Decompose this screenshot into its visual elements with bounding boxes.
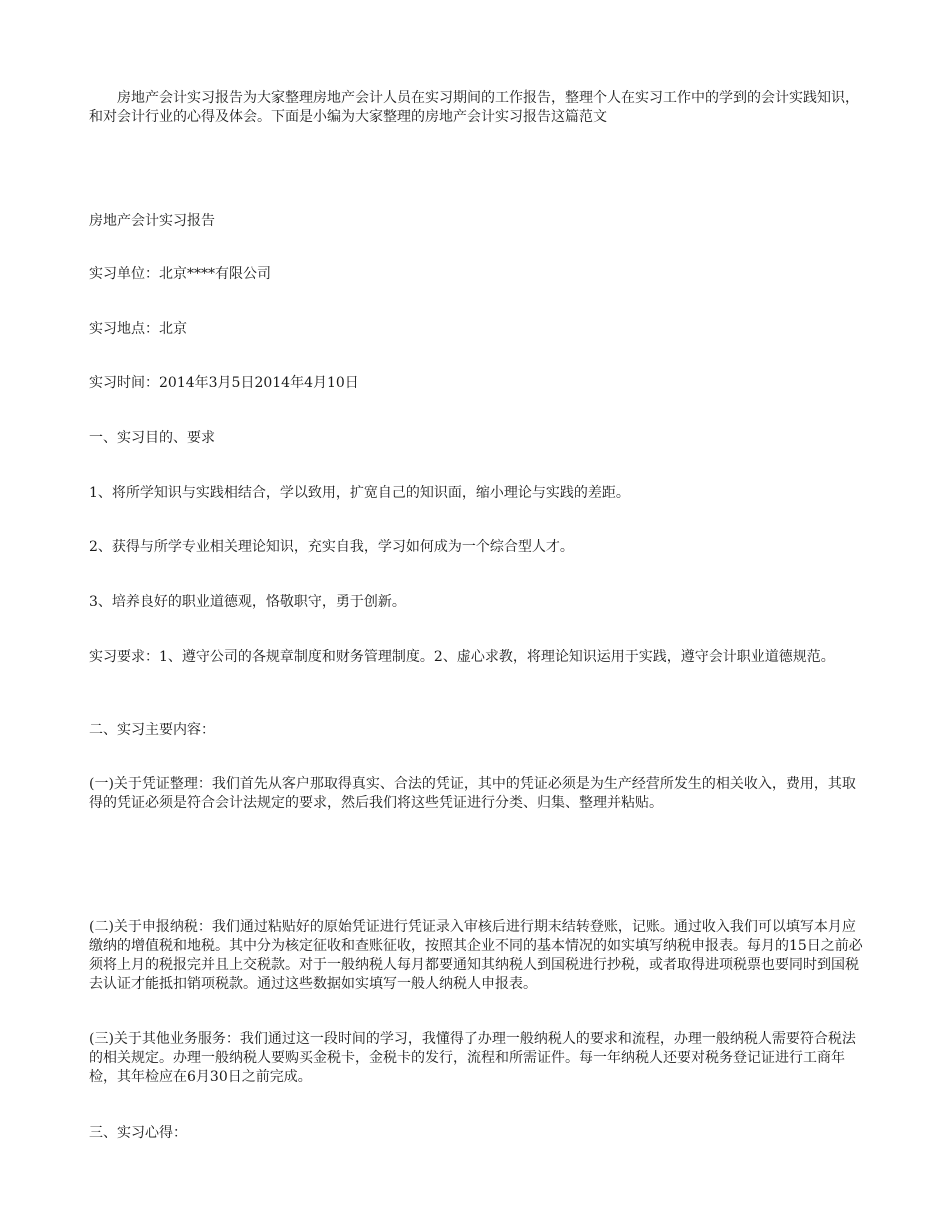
content-item-3: (三)关于其他业务服务：我们通过这一段时间的学习，我懂得了办理一般纳税人的要求和流程，办理一般纳税人需要符合税法的相关规定。办理一般纳税人要购买金税卡，金税卡的发行，流程和所需证件。每一年纳税人还要对税务登记证进行工商年检，其年检应在6月30日之前完成。: [89, 1031, 856, 1085]
section1-heading: 一、实习目的、要求: [89, 430, 215, 446]
content-item-2: (二)关于申报纳税：我们通过粘贴好的原始凭证进行凭证录入审核后进行期末结转登账，记账。通过收入我们可以填写本月应缴纳的增值税和地税。其中分为核定征收和查账征收，按照其企业不同的基本情况的如实填写纳税申报表。每月的15日之前必须将上月的税报完并且上交税款。对于一般纳税人每月都要通知其纳税人到国税进行抄税，或者取得进项税票也要同时到国税去认证才能抵扣销项税款。通过这些数据如实填写一般人纳税人申报表。: [89, 919, 863, 992]
content-item-1: (一)关于凭证整理：我们首先从客户那取得真实、合法的凭证，其中的凭证必须是为生产经营所发生的相关收入，费用，其取得的凭证必须是符合会计法规定的要求，然后我们将这些凭证进行分类、归集、整理并粘贴。: [89, 776, 856, 811]
internship-location: 实习地点：北京: [89, 321, 187, 337]
goal-1: 1、将所学知识与实践相结合，学以致用，扩宽自己的知识面，缩小理论与实践的差距。: [89, 485, 630, 501]
internship-unit: 实习单位：北京****有限公司: [89, 266, 271, 282]
goal-2: 2、获得与所学专业相关理论知识，充实自我，学习如何成为一个综合型人才。: [89, 539, 574, 555]
requirements-paragraph: 实习要求：1、遵守公司的各规章制度和财务管理制度。2、虚心求教，将理论知识运用于实践，遵守会计职业道德规范。: [89, 649, 835, 665]
internship-time: 实习时间：2014年3月5日2014年4月10日: [89, 375, 359, 391]
goal-3: 3、培养良好的职业道德观，恪敬职守，勇于创新。: [89, 594, 406, 610]
document-title: 房地产会计实习报告: [89, 213, 215, 229]
section2-heading: 二、实习主要内容：: [89, 722, 215, 738]
section3-heading: 三、实习心得：: [89, 1125, 187, 1141]
intro-paragraph: 房地产会计实习报告为大家整理房地产会计人员在实习期间的工作报告，整理个人在实习工作中的学到的会计实践知识，和对会计行业的心得及体会。下面是小编为大家整理的房地产会计实习报告这篇范文: [89, 90, 859, 125]
